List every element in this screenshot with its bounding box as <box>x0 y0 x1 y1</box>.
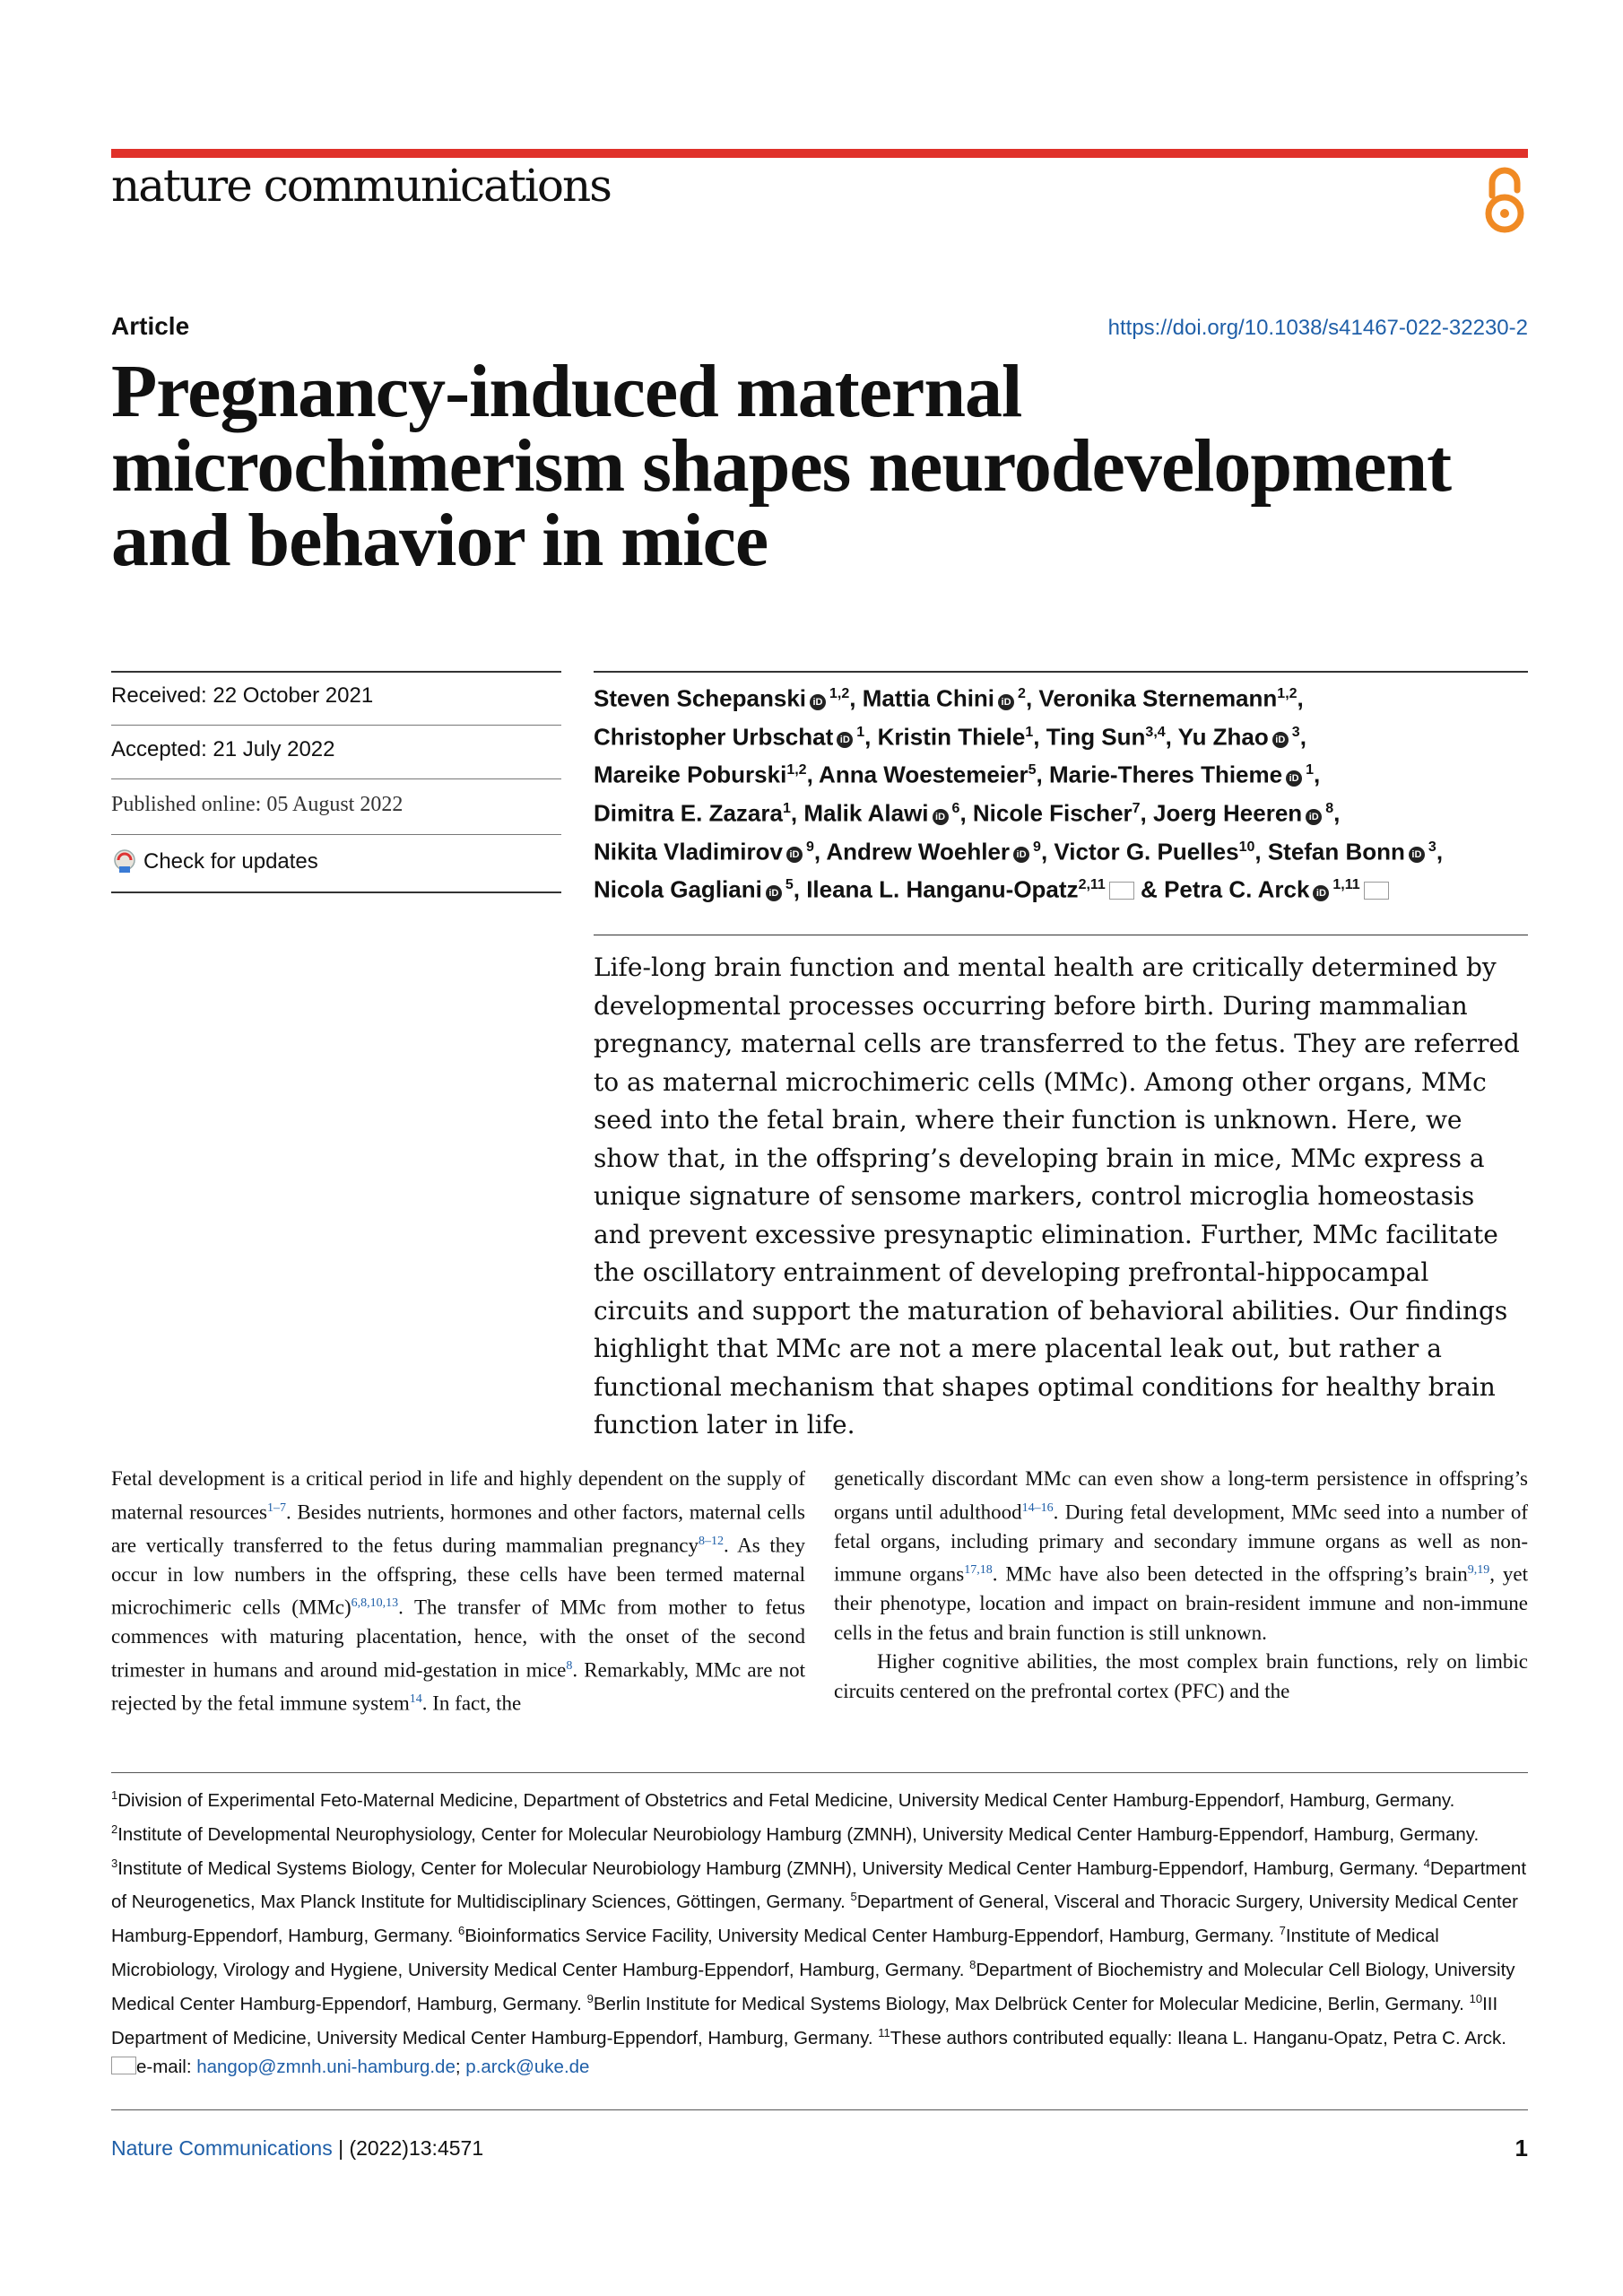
paragraph: genetically discordant MMc can even show a long-term persistence in offspring’s organs until adulthood$^{14-16}$. During fetal development, MMc seed into a number of fetal organs, including primary and secondary immune organs as well as non-immune organs$^{17,18}$. MMc have also been detected in the offspring’s brain$^{9,19}$, yet their phenotype, location and impact on brain-resident immune and non-immune cells in the fetus and brain function is still unknown. <box>834 1467 1528 1644</box>
email-link[interactable]: hangop@zmnh.uni-hamburg.de <box>196 2056 456 2077</box>
orcid-icon[interactable]: iD <box>1286 770 1302 787</box>
abstract: Life-long brain function and mental health are critically determined by developmental processes occurring before birth. During mammalian pregnancy, maternal cells are transferred to the fetus. They are referred to as maternal microchimeric cells (MMc). Among other organs, MMc seed into the fetal brain, where their function is unknown. Here, we show that, in the offspring’s developing brain in mice, MMc express a unique signature of sensome markers, control microglia homeostasis and prevent excessive presynaptic elimination. Further, MMc facilitate the oscillatory entrainment of developing prefrontal-hippocampal circuits and support the maturation of behavioral abilities. Our findings highlight that MMc are not a mere placental leak out, but rather a functional mechanism that shapes optimal conditions for healthy brain function later in life. <box>594 952 1520 1439</box>
author-name[interactable]: Veronika Sternemann <box>1038 684 1278 712</box>
email-icon[interactable] <box>1109 882 1134 900</box>
citation-link[interactable]: 17,18 <box>964 1563 993 1578</box>
author-name[interactable]: Joerg Heeren <box>1153 799 1303 827</box>
orcid-icon[interactable]: iD <box>998 694 1014 710</box>
orcid-icon[interactable]: iD <box>766 885 782 901</box>
citation-link[interactable]: 1–7 <box>266 1500 286 1515</box>
check-updates-icon <box>111 848 138 875</box>
citation-link[interactable]: 14 <box>409 1692 422 1707</box>
check-updates-label: Check for updates <box>143 849 318 874</box>
author-name[interactable]: Yu Zhao <box>1177 723 1269 751</box>
orcid-icon[interactable]: iD <box>1272 732 1289 748</box>
divider <box>111 2109 1528 2110</box>
orcid-icon[interactable]: iD <box>933 809 949 825</box>
open-access-icon <box>1478 163 1532 235</box>
divider <box>111 834 561 835</box>
author-name[interactable]: Nikita Vladimirov <box>594 838 783 865</box>
received-date: Received: 22 October 2021 <box>111 683 374 708</box>
citation-link[interactable]: 8 <box>566 1658 573 1673</box>
author-name[interactable]: Malik Alawi <box>803 799 929 827</box>
body-column-left: Fetal development is a critical period in life and highly dependent on the supply of maternal resources$^{1-7}$. Besides nutrients, hormones and other factors, maternal cells are vertically transferred to the fetus during mammalian pregnancy$^{8-12}$. As they occur in low numbers in the offspring, these cells have been termed maternal microchimeric cells (MMc)$^{6,8,10,13}$. The transfer of MMc from mother to fetus commences with maturing placentation, hence, with the onset of the second trimester in humans and around mid-gestation in mice$^8$. Remarkably, MMc are not rejected by the fetal immune system$^{14}$. In fact, the <box>111 1467 806 1715</box>
journal-name: nature communications <box>111 160 611 212</box>
author-name[interactable]: Ting Sun <box>1046 723 1146 751</box>
orcid-icon[interactable]: iD <box>786 847 803 863</box>
article-type: Article <box>111 312 190 340</box>
check-for-updates-button[interactable] <box>111 848 318 875</box>
affiliations: $^1$Division of Experimental Feto-Maternal Medicine, Department of Obstetrics and Fetal Medicine, University Medical Center Hamburg-Eppendorf, Hamburg, Germany. $^2$Institute of Developmental Neurophysiology, Center for Molecular Neurobiology Hamburg (ZMNH), University Medical Center Hamburg-Eppendorf, Hamburg, Germany. $^3$Institute of Medical Systems Biology, Center for Molecular Neurobiology Hamburg (ZMNH), University Medical Center Hamburg-Eppendorf, Hamburg, Germany. $^4$Department of Neurogenetics, Max Planck Institute for Multidisciplinary Sciences, Göttingen, Germany. $^5$Department of General, Visceral and Thoracic Surgery, University Medical Center Hamburg-Eppendorf, Hamburg, Germany. $^6$Bioinformatics Service Facility, University Medical Center Hamburg-Eppendorf, Hamburg, Germany. $^7$Institute of Medical Microbiology, Virology and Hygiene, University Medical Center Hamburg-Eppendorf, Hamburg, Germany. $^8$Department of Biochemistry and Molecular Cell Biology, University Medical Center Hamburg-Eppendorf, Hamburg, Germany. $^9$Berlin Institute for Medical Systems Biology, Max Delbrück Center for Molecular Medicine, Berlin, Germany. $^{10}$III Department of Medicine, University Medical Center Hamburg-Eppendorf, Hamburg, Germany. $^{11}$These authors contributed equally: Ileana L. Hanganu-Opatz, Petra C. Arck. e-mail: hangop@zmnh.uni-hamburg.de; p.arck@uke.de <box>111 1788 1527 2077</box>
page-number: 1 <box>1515 2135 1528 2161</box>
author-name[interactable]: Mattia Chini <box>862 684 995 712</box>
body-column-right <box>834 1465 1528 1706</box>
author-name[interactable]: Marie-Theres Thieme <box>1049 761 1283 788</box>
author-name[interactable]: Dimitra E. Zazara <box>594 799 783 827</box>
author-name[interactable]: Kristin Thiele <box>877 723 1026 751</box>
orcid-icon[interactable]: iD <box>1013 847 1029 863</box>
divider <box>111 1772 1528 1773</box>
divider <box>111 725 561 726</box>
header-accent-bar <box>111 149 1528 158</box>
footer-citation: Nature Communications | (2022)13:4571 <box>111 2136 484 2160</box>
divider <box>111 891 561 893</box>
author-name[interactable]: Anna Woestemeier <box>819 761 1028 788</box>
divider <box>111 778 561 779</box>
orcid-icon[interactable]: iD <box>1306 809 1322 825</box>
doi-link[interactable]: https://doi.org/10.1038/s41467-022-32230-2 <box>1107 316 1528 340</box>
author-name[interactable]: Stefan Bonn <box>1267 838 1405 865</box>
author-name[interactable]: Mareike Poburski <box>594 761 787 788</box>
orcid-icon[interactable]: iD <box>1313 885 1329 901</box>
email-icon[interactable] <box>1364 882 1389 900</box>
email-link[interactable]: p.arck@uke.de <box>465 2056 590 2077</box>
accepted-date: Accepted: 21 July 2022 <box>111 737 335 761</box>
article-title: Pregnancy-induced maternal microchimerism shapes neurodevelopment and behavior in mice <box>111 350 1452 582</box>
author-name[interactable]: Christopher Urbschat <box>594 723 834 751</box>
author-list: Steven Schepanski iD$^{1,2}$, Mattia Chini $iD^2$, Veronika Sternemann$^{1,2}$, Christopher Urbschat $iD^1$, Kristin Thiele$^1$, Ting Sun$^{3,4}$, Yu Zhao $iD^3$, Mareike Poburski$^{1,2}$, Anna Woestemeier$^5$, Marie-Theres Thieme $iD^1$, Dimitra E. Zazara$^1$, Malik Alawi $iD^6$, Nicole Fischer$^7$, Joerg Heeren $iD^8$, Nikita Vladimirov $iD^9$, Andrew Woehler $iD^9$, Victor G. Puelles$^{10}$, Stefan Bonn $iD^3$, Nicola Gagliani $iD^5$, Ileana L. Hanganu-Opatz$^{2,11}$ & Petra C. Arck iD$^{1,11}$ <box>594 684 1444 903</box>
orcid-icon[interactable]: iD <box>837 732 853 748</box>
divider <box>594 671 1528 673</box>
author-name[interactable]: Victor G. Puelles <box>1054 838 1239 865</box>
divider <box>111 671 561 673</box>
orcid-icon[interactable]: iD <box>1409 847 1425 863</box>
author-name[interactable]: Nicole Fischer <box>972 799 1133 827</box>
author-name[interactable]: Ileana L. Hanganu-Opatz <box>806 875 1079 903</box>
citation-link[interactable]: 14–16 <box>1021 1500 1054 1515</box>
author-name[interactable]: Petra C. Arck <box>1164 875 1310 903</box>
published-date: Published online: 05 August 2022 <box>111 793 404 816</box>
author-name[interactable]: Nicola Gagliani <box>594 875 762 903</box>
orcid-icon[interactable]: iD <box>810 694 826 710</box>
email-icon <box>111 2057 136 2074</box>
citation-link[interactable]: 6,8,10,13 <box>351 1596 399 1611</box>
citation-link[interactable]: 8–12 <box>699 1534 725 1548</box>
citation-link[interactable]: 9,19 <box>1467 1563 1490 1578</box>
paragraph: Higher cognitive abilities, the most complex brain functions, rely on limbic circuits centered on the prefrontal cortex (PFC) and the <box>834 1650 1528 1702</box>
author-name[interactable]: Steven Schepanski <box>594 684 806 712</box>
author-name[interactable]: Andrew Woehler <box>826 838 1011 865</box>
